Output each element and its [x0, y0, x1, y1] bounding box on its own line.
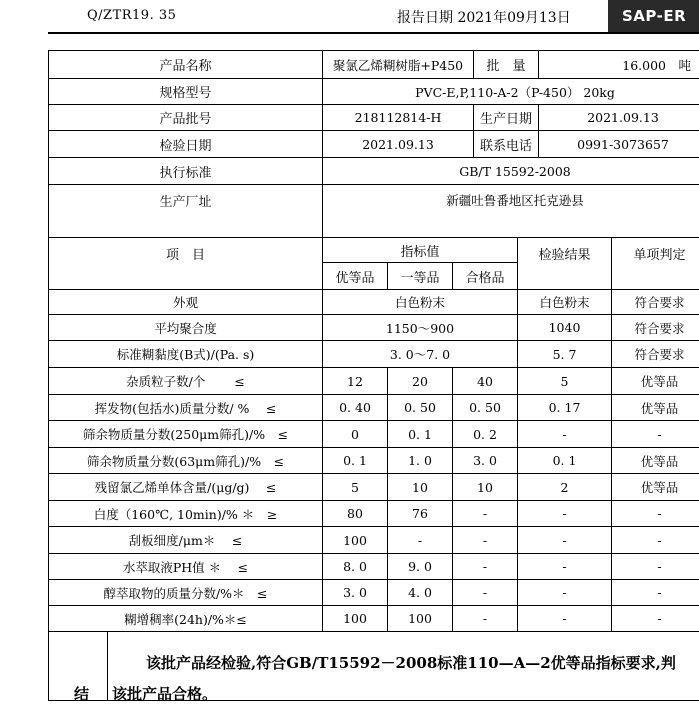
row-grade1-value: 100: [322, 526, 388, 554]
row-result-value: -: [517, 500, 612, 527]
row-grade1-value: 80: [322, 500, 388, 527]
row-grade2-value: 9. 0: [387, 553, 453, 580]
item-header: 项 目: [48, 237, 323, 290]
prod-date-label: 生产日期: [473, 104, 539, 131]
row-grade1-value: 12: [322, 367, 388, 395]
row-item-label: 筛余物质量分数(63μm筛孔)/% ≤: [48, 447, 323, 474]
row-judge-value: 优等品: [611, 473, 699, 501]
row-grade3-value: -: [452, 500, 518, 527]
conclusion-label: 结: [74, 685, 90, 703]
row-grade2-value: -: [387, 526, 453, 554]
row-grade2-value: 10: [387, 473, 453, 501]
row-judge-value: -: [611, 526, 699, 554]
row-grade1-value: 100: [322, 605, 388, 632]
grade1-header: 优等品: [322, 262, 388, 290]
row-judge-value: -: [611, 553, 699, 580]
index-header: 指标值: [322, 237, 518, 263]
row-judge-value: 符合要求: [611, 314, 699, 341]
row-judge-value: -: [611, 579, 699, 606]
row-result-value: 1040: [517, 314, 612, 341]
header-rule: [48, 32, 699, 34]
row-grade2-value: 76: [387, 500, 453, 527]
row-item-label: 白度（160℃, 10min)/% ＊ ≥: [48, 500, 323, 527]
lot-value: 218112814-H: [322, 104, 474, 131]
row-grade3-value: -: [452, 605, 518, 632]
conclusion-line2: 该批产品合格。: [112, 685, 218, 703]
row-result-value: 2: [517, 473, 612, 501]
row-grade1-value: 0. 40: [322, 394, 388, 421]
row-item-label: 残留氯乙烯单体含量/(μg/g) ≤: [48, 473, 323, 501]
factory-label: 生产厂址: [48, 184, 323, 238]
phone-value: 0991-3073657: [538, 130, 699, 158]
row-grade3-value: -: [452, 553, 518, 580]
row-result-value: -: [517, 605, 612, 632]
standard-value: GB/T 15592-2008: [322, 157, 699, 185]
grade3-header: 合格品: [452, 262, 518, 290]
row-grade3-value: -: [452, 526, 518, 554]
row-item-label: 杂质粒子数/个 ≤: [48, 367, 323, 395]
conclusion-line1: 该批产品经检验,符合GB/T15592－2008标准110—A—2优等品指标要求,判: [146, 654, 676, 672]
product-name-value: 聚氯乙烯糊树脂+P450: [322, 50, 474, 79]
row-grade3-value: 0. 2: [452, 420, 518, 448]
row-grade1-value: 0. 1: [322, 447, 388, 474]
row-item-label: 平均聚合度: [48, 314, 323, 341]
lot-label: 产品批号: [48, 104, 323, 131]
row-item-label: 糊增稠率(24h)/%＊≤: [48, 605, 323, 632]
row-index-value: 3. 0～7. 0: [322, 340, 518, 368]
row-grade2-value: 0. 1: [387, 420, 453, 448]
row-index-value: 1150～900: [322, 314, 518, 341]
row-result-value: 5: [517, 367, 612, 395]
row-item-label: 挥发物(包括水)质量分数/ % ≤: [48, 394, 323, 421]
row-item-label: 标准糊黏度(B式)/(Pa. s): [48, 340, 323, 368]
row-judge-value: 优等品: [611, 367, 699, 395]
row-item-label: 筛余物质量分数(250μm筛孔)/% ≤: [48, 420, 323, 448]
row-grade2-value: 100: [387, 605, 453, 632]
row-judge-value: -: [611, 605, 699, 632]
row-result-value: -: [517, 579, 612, 606]
row-judge-value: 优等品: [611, 447, 699, 474]
row-result-value: 0. 1: [517, 447, 612, 474]
row-judge-value: -: [611, 500, 699, 527]
company-logo: SAP-ER: [608, 0, 699, 32]
row-grade3-value: 0. 50: [452, 394, 518, 421]
row-grade2-value: 20: [387, 367, 453, 395]
row-grade1-value: 3. 0: [322, 579, 388, 606]
result-header: 检验结果: [517, 237, 612, 290]
phone-label: 联系电话: [473, 130, 539, 158]
grade2-header: 一等品: [387, 262, 453, 290]
row-grade3-value: 3. 0: [452, 447, 518, 474]
row-grade3-value: 40: [452, 367, 518, 395]
document-code: Q/ZTR19. 35: [87, 8, 177, 23]
row-item-label: 外观: [48, 289, 323, 315]
report-date: 报告日期 2021年09月13日: [397, 10, 571, 26]
row-result-value: -: [517, 526, 612, 554]
row-grade1-value: 5: [322, 473, 388, 501]
row-grade2-value: 0. 50: [387, 394, 453, 421]
row-judge-value: 优等品: [611, 394, 699, 421]
row-item-label: 刮板细度/μm＊ ≤: [48, 526, 323, 554]
insp-date-label: 检验日期: [48, 130, 323, 158]
row-judge-value: 符合要求: [611, 289, 699, 315]
product-name-label: 产品名称: [48, 50, 323, 79]
factory-value: 新疆吐鲁番地区托克逊县: [322, 184, 699, 238]
row-grade3-value: 10: [452, 473, 518, 501]
spec-value: PVC-E,P,110-A-2（P-450） 20kg: [322, 78, 699, 105]
row-result-value: 白色粉末: [517, 289, 612, 315]
row-index-value: 白色粉末: [322, 289, 518, 315]
row-result-value: 0. 17: [517, 394, 612, 421]
row-result-value: 5. 7: [517, 340, 612, 368]
row-judge-value: 符合要求: [611, 340, 699, 368]
judge-header: 单项判定: [611, 237, 699, 290]
row-item-label: 水萃取液PH值 ＊ ≤: [48, 553, 323, 580]
batch-qty-value: 16.000 吨: [538, 50, 699, 79]
row-grade1-value: 8. 0: [322, 553, 388, 580]
spec-label: 规格型号: [48, 78, 323, 105]
row-judge-value: -: [611, 420, 699, 448]
row-grade2-value: 1. 0: [387, 447, 453, 474]
row-result-value: -: [517, 553, 612, 580]
standard-label: 执行标准: [48, 157, 323, 185]
row-grade3-value: -: [452, 579, 518, 606]
prod-date-value: 2021.09.13: [538, 104, 699, 131]
insp-date-value: 2021.09.13: [322, 130, 474, 158]
row-item-label: 醇萃取物的质量分数/%＊ ≤: [48, 579, 323, 606]
row-grade1-value: 0: [322, 420, 388, 448]
row-result-value: -: [517, 420, 612, 448]
batch-qty-label: 批 量: [473, 50, 539, 79]
row-grade2-value: 4. 0: [387, 579, 453, 606]
